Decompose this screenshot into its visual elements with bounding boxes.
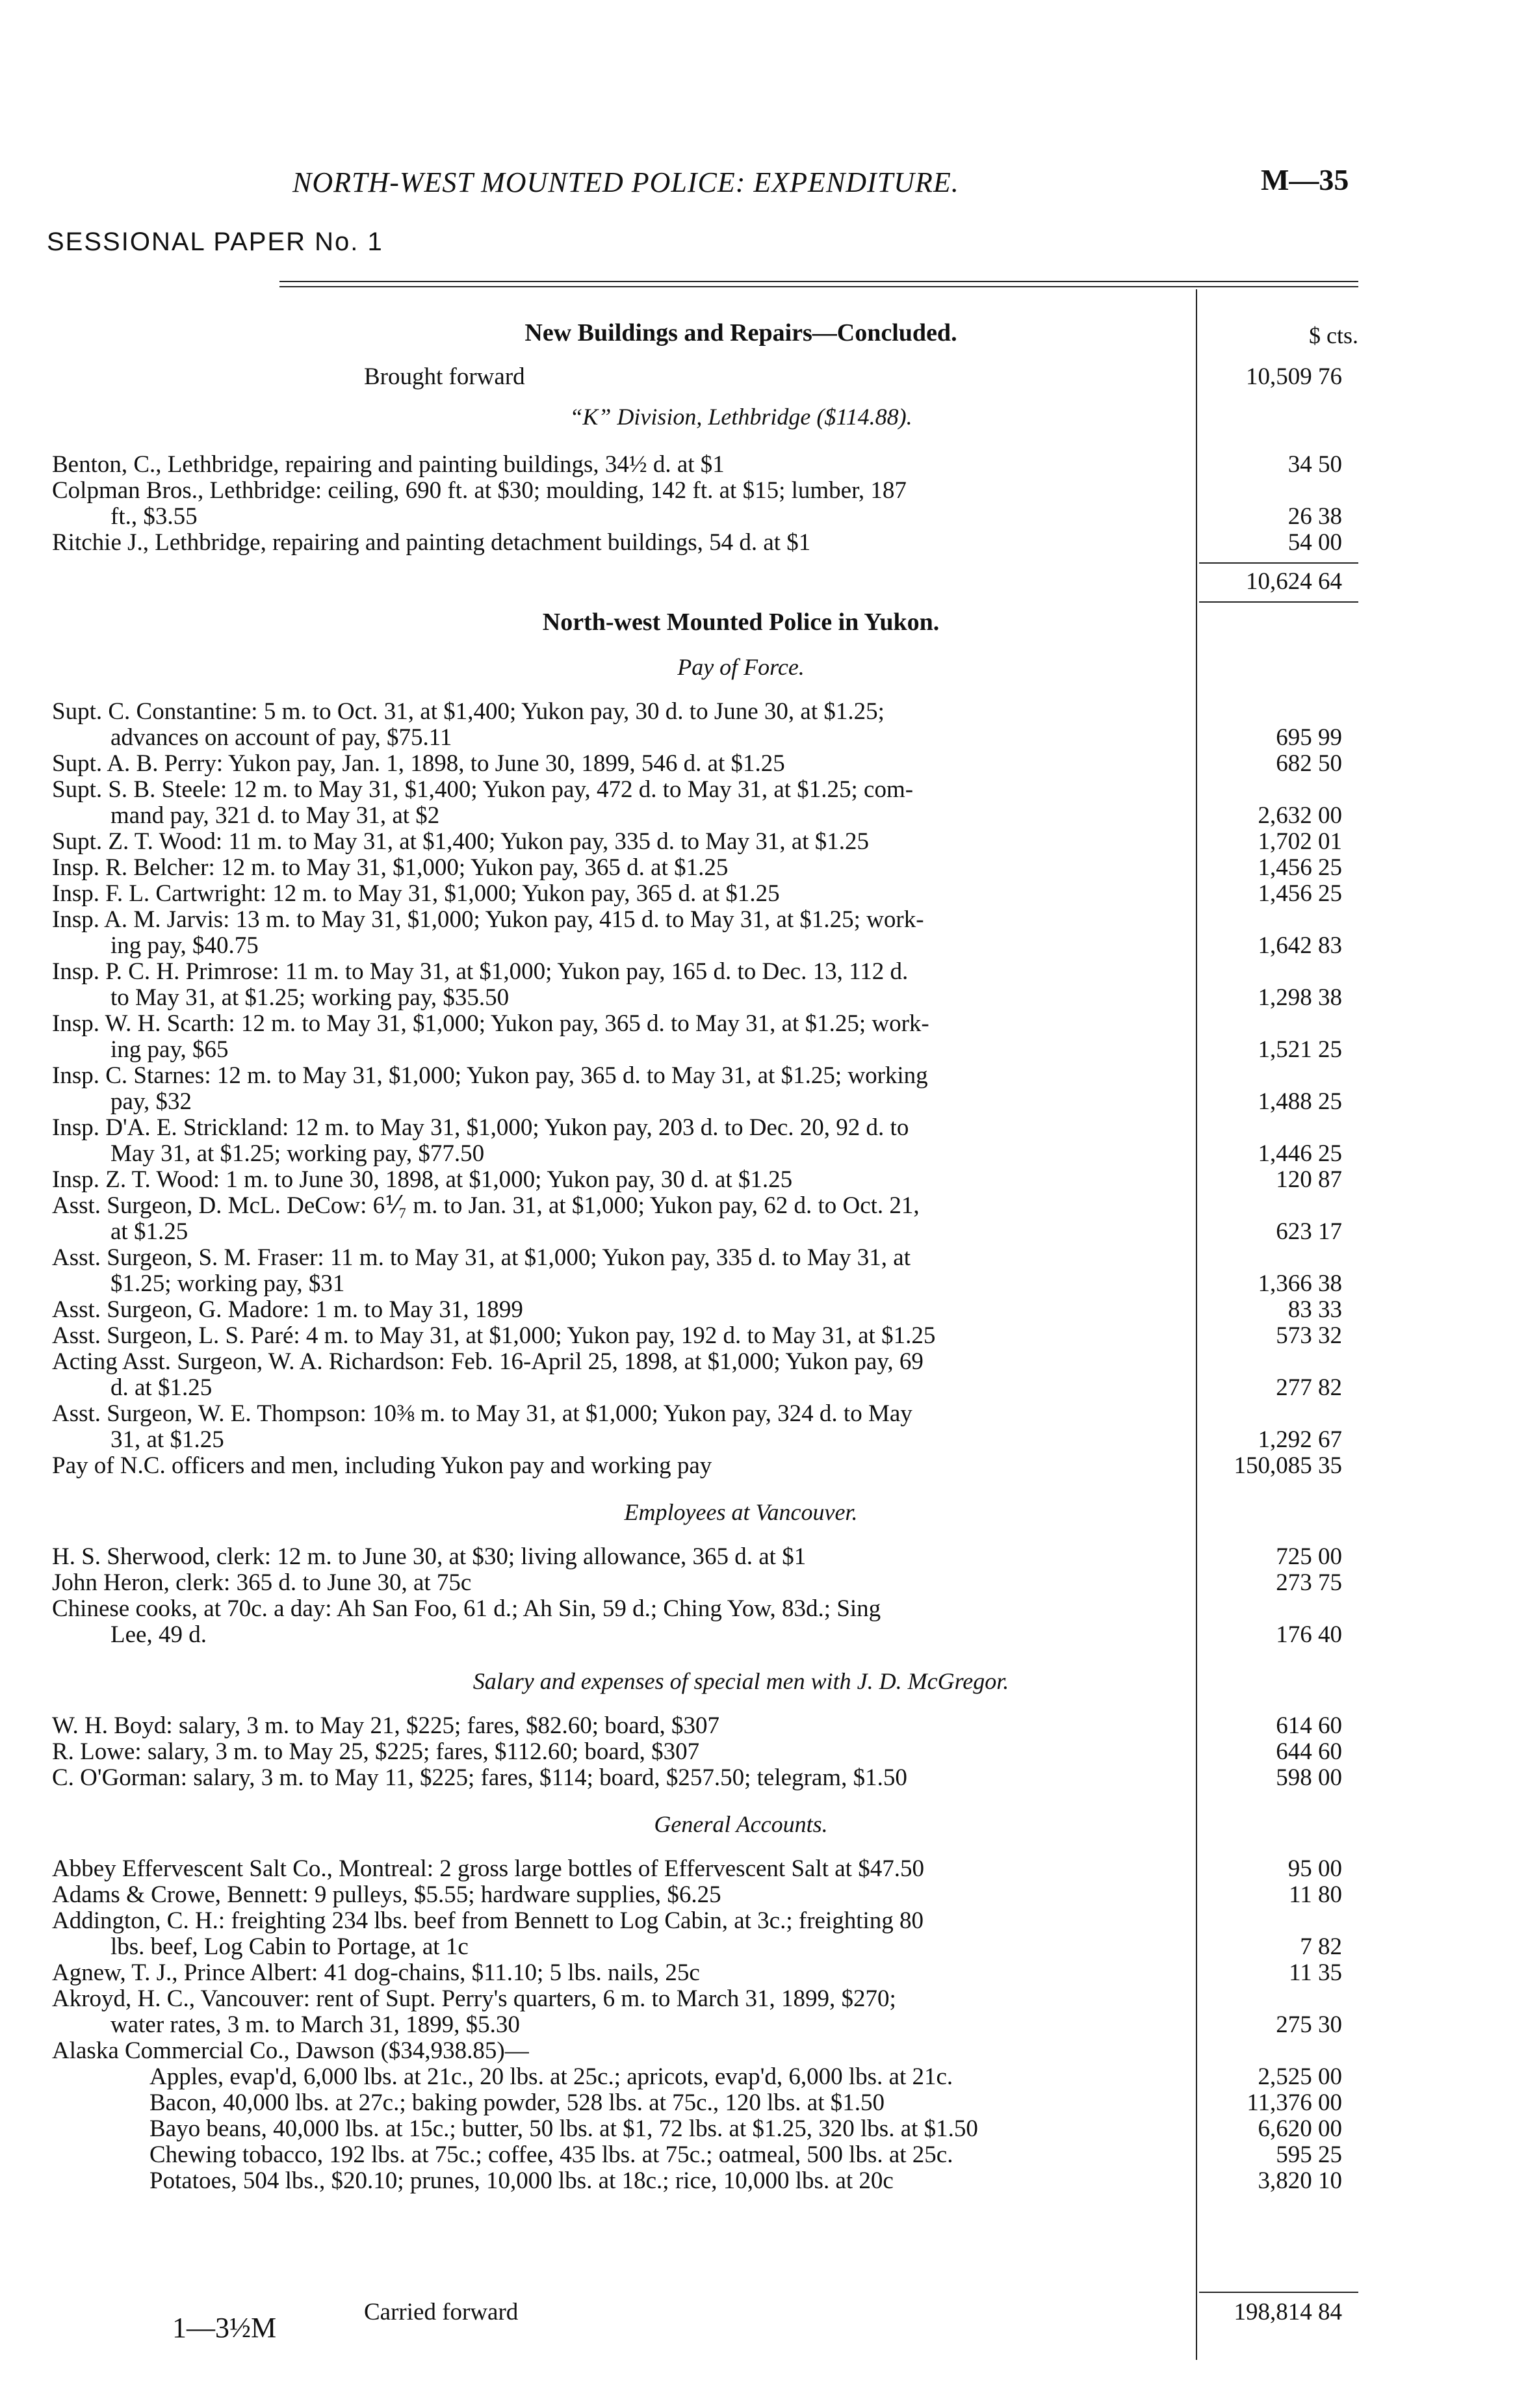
entry-amount: 1,456 25 xyxy=(1258,854,1342,881)
general-row xyxy=(52,1986,1193,2038)
sessional-paper-label: SESSIONAL PAPER No. 1 xyxy=(47,228,383,256)
general-accounts-title: General Accounts. xyxy=(654,1811,828,1837)
k-division-row xyxy=(52,478,1193,530)
pay-row xyxy=(52,881,1193,907)
entry-text: Potatoes, 504 lbs., $20.10; prunes, 10,000 lbs. at 18c.; rice, 10,000 lbs. at 20c xyxy=(149,2167,894,2194)
pay-row xyxy=(52,907,1193,959)
entry-text: Insp. D'A. E. Strickland: 12 m. to May 31, $1,000; Yukon pay, 203 d. to Dec. 20, 92 d. to xyxy=(52,1114,909,1141)
entry-continuation: to May 31, at $1.25; working pay, $35.50 xyxy=(110,984,510,1011)
entry-amount: 54 00 xyxy=(1287,529,1342,556)
k-division-subtotal: 10,624 64 xyxy=(1246,568,1342,595)
brought-forward-amount: 10,509 76 xyxy=(1246,363,1342,390)
entry-amount: 1,446 25 xyxy=(1258,1140,1342,1167)
entry-amount: 11 35 xyxy=(1289,1959,1342,1986)
entry-text: Acting Asst. Surgeon, W. A. Richardson: Feb. 16-April 25, 1898, at $1,000; Yukon pay, 69 xyxy=(52,1348,924,1375)
entry-text: Insp. R. Belcher: 12 m. to May 31, $1,000; Yukon pay, 365 d. at $1.25 xyxy=(52,854,729,881)
entry-text: Asst. Surgeon, L. S. Paré: 4 m. to May 31, at $1,000; Yukon pay, 192 d. to May 31, at $1.25 xyxy=(52,1322,936,1349)
pay-row xyxy=(52,1063,1193,1115)
entry-text: Alaska Commercial Co., Dawson ($34,938.85)— xyxy=(52,2037,529,2064)
entry-text: Asst. Surgeon, S. M. Fraser: 11 m. to May 31, at $1,000; Yukon pay, 335 d. to May 31, at xyxy=(52,1244,911,1271)
entry-amount: 644 60 xyxy=(1276,1738,1342,1765)
entry-continuation: $1.25; working pay, $31 xyxy=(110,1270,345,1297)
entry-amount: 2,632 00 xyxy=(1258,802,1342,829)
pay-row xyxy=(52,751,1193,777)
entry-text: Insp. W. H. Scarth: 12 m. to May 31, $1,000; Yukon pay, 365 d. to May 31, at $1.25; work- xyxy=(52,1010,929,1037)
entry-amount: 1,298 38 xyxy=(1258,984,1342,1011)
yukon-title: North-west Mounted Police in Yukon. xyxy=(542,609,940,636)
entry-amount: 26 38 xyxy=(1287,503,1342,530)
pay-row xyxy=(52,1167,1193,1193)
entry-amount: 1,292 67 xyxy=(1258,1426,1342,1453)
entry-amount: 595 25 xyxy=(1276,2141,1342,2168)
entry-text: Insp. P. C. H. Primrose: 11 m. to May 31, at $1,000; Yukon pay, 165 d. to Dec. 13, 112 d. xyxy=(52,958,909,985)
entry-amount: 11 80 xyxy=(1289,1881,1342,1908)
entry-continuation: ing pay, $40.75 xyxy=(110,932,259,959)
entry-continuation: advances on account of pay, $75.11 xyxy=(110,724,452,751)
entry-amount: 150,085 35 xyxy=(1234,1452,1342,1479)
entry-text: Asst. Surgeon, G. Madore: 1 m. to May 31, 1899 xyxy=(52,1296,523,1323)
entry-amount: 1,488 25 xyxy=(1258,1088,1342,1115)
general-row xyxy=(52,1882,1193,1908)
entry-amount: 95 00 xyxy=(1287,1855,1342,1882)
entry-text: John Heron, clerk: 365 d. to June 30, at 75c xyxy=(52,1569,472,1596)
entry-amount: 1,456 25 xyxy=(1258,880,1342,907)
entry-continuation: Lee, 49 d. xyxy=(110,1621,207,1648)
entry-amount: 573 32 xyxy=(1276,1322,1342,1349)
entry-amount: 598 00 xyxy=(1276,1764,1342,1791)
entry-amount: 695 99 xyxy=(1276,724,1342,751)
entry-text: Ritchie J., Lethbridge, repairing and painting detachment buildings, 54 d. at $1 xyxy=(52,529,811,556)
mcgregor-row xyxy=(52,1739,1193,1765)
k-division-row xyxy=(52,452,1193,478)
entry-text: C. O'Gorman: salary, 3 m. to May 11, $225; fares, $114; board, $257.50; telegram, $1.50 xyxy=(52,1764,907,1791)
entry-text: Asst. Surgeon, D. McL. DeCow: 6⅟₇ m. to Jan. 31, at $1,000; Yukon pay, 62 d. to Oct. 21, xyxy=(52,1192,920,1219)
entry-amount: 725 00 xyxy=(1276,1543,1342,1570)
general-row xyxy=(52,2090,1290,2116)
entry-amount: 34 50 xyxy=(1287,451,1342,478)
general-row xyxy=(52,2168,1290,2194)
vancouver-row xyxy=(52,1570,1193,1596)
entry-amount: 83 33 xyxy=(1287,1296,1342,1323)
carried-forward-amount: 198,814 84 xyxy=(1234,2299,1342,2325)
entry-amount: 2,525 00 xyxy=(1258,2063,1342,2090)
entry-amount: 277 82 xyxy=(1276,1374,1342,1401)
entry-continuation: water rates, 3 m. to March 31, 1899, $5.30 xyxy=(110,2011,520,2038)
entry-amount: 11,376 00 xyxy=(1247,2089,1342,2116)
entry-amount: 1,642 83 xyxy=(1258,932,1342,959)
entry-text: Supt. S. B. Steele: 12 m. to May 31, $1,400; Yukon pay, 472 d. to May 31, at $1.25; com- xyxy=(52,776,914,803)
entry-continuation: ft., $3.55 xyxy=(110,503,198,530)
pay-row xyxy=(52,1115,1193,1167)
entry-amount: 682 50 xyxy=(1276,750,1342,777)
currency-header: $ cts. xyxy=(1309,322,1358,348)
mcgregor-row xyxy=(52,1713,1193,1739)
vancouver-row xyxy=(52,1544,1193,1570)
entry-text: Insp. C. Starnes: 12 m. to May 31, $1,000; Yukon pay, 365 d. to May 31, at $1.25; working xyxy=(52,1062,928,1089)
entry-text: Abbey Effervescent Salt Co., Montreal: 2 gross large bottles of Effervescent Salt at $47.50 xyxy=(52,1855,924,1882)
entry-text: Insp. Z. T. Wood: 1 m. to June 30, 1898, at $1,000; Yukon pay, 30 d. at $1.25 xyxy=(52,1166,793,1193)
entry-text: Asst. Surgeon, W. E. Thompson: 10⅜ m. to May 31, at $1,000; Yukon pay, 324 d. to May xyxy=(52,1400,912,1427)
top-rule-double xyxy=(279,286,1358,287)
entry-continuation: at $1.25 xyxy=(110,1218,188,1245)
entry-amount: 120 87 xyxy=(1276,1166,1342,1193)
entry-text: Benton, C., Lethbridge, repairing and painting buildings, 34½ d. at $1 xyxy=(52,451,725,478)
subtotal-rule xyxy=(1199,562,1358,564)
pay-row xyxy=(52,1453,1193,1479)
entry-amount: 1,366 38 xyxy=(1258,1270,1342,1297)
general-row xyxy=(52,2116,1290,2142)
entry-amount: 614 60 xyxy=(1276,1712,1342,1739)
entry-text: Chinese cooks, at 70c. a day: Ah San Foo, 61 d.; Ah Sin, 59 d.; Ching Yow, 83d.; Sing xyxy=(52,1595,881,1622)
top-rule xyxy=(279,281,1358,282)
pay-row xyxy=(52,1011,1193,1063)
entry-text: Adams & Crowe, Bennett: 9 pulleys, $5.55; hardware supplies, $6.25 xyxy=(52,1881,721,1908)
pay-row xyxy=(52,855,1193,881)
vancouver-row xyxy=(52,1596,1193,1648)
entry-text: Insp. F. L. Cartwright: 12 m. to May 31, $1,000; Yukon pay, 365 d. at $1.25 xyxy=(52,880,780,907)
entry-text: H. S. Sherwood, clerk: 12 m. to June 30, at $30; living allowance, 365 d. at $1 xyxy=(52,1543,807,1570)
entry-continuation: mand pay, 321 d. to May 31, at $2 xyxy=(110,802,440,829)
pay-row xyxy=(52,829,1193,855)
entry-amount: 176 40 xyxy=(1276,1621,1342,1648)
entry-continuation: 31, at $1.25 xyxy=(110,1426,224,1453)
k-division-row xyxy=(52,530,1193,556)
entry-amount: 1,521 25 xyxy=(1258,1036,1342,1063)
entry-continuation: pay, $32 xyxy=(110,1088,192,1115)
pay-row xyxy=(52,1323,1193,1349)
signature-mark: 1—3½M xyxy=(172,2312,277,2344)
pay-row xyxy=(52,699,1193,751)
entry-text: Bayo beans, 40,000 lbs. at 15c.; butter, 50 lbs. at $1, 72 lbs. at $1.25, 320 lbs. at $1.50 xyxy=(149,2115,978,2142)
entry-text: Akroyd, H. C., Vancouver: rent of Supt. Perry's quarters, 6 m. to March 31, 1899, $270; xyxy=(52,1985,896,2012)
running-title: NORTH-WEST MOUNTED POLICE: EXPENDITURE. xyxy=(292,166,959,198)
general-row xyxy=(52,1960,1193,1986)
entry-amount: 623 17 xyxy=(1276,1218,1342,1245)
pay-row xyxy=(52,959,1193,1011)
entry-text: Chewing tobacco, 192 lbs. at 75c.; coffee, 435 lbs. at 75c.; oatmeal, 500 lbs. at 25c. xyxy=(149,2141,953,2168)
carried-rule xyxy=(1199,2292,1358,2293)
brought-forward-label: Brought forward xyxy=(364,363,525,390)
pay-row xyxy=(52,1349,1193,1401)
entry-text: Supt. A. B. Perry: Yukon pay, Jan. 1, 1898, to June 30, 1899, 546 d. at $1.25 xyxy=(52,750,785,777)
amount-column-rule xyxy=(1196,289,1197,2360)
entry-text: Supt. C. Constantine: 5 m. to Oct. 31, at $1,400; Yukon pay, 30 d. to June 30, at $1.25; xyxy=(52,698,885,725)
pay-row xyxy=(52,777,1193,829)
entry-amount: 1,702 01 xyxy=(1258,828,1342,855)
pay-row xyxy=(52,1193,1193,1245)
entry-continuation: d. at $1.25 xyxy=(110,1374,213,1401)
entry-continuation: May 31, at $1.25; working pay, $77.50 xyxy=(110,1140,485,1167)
general-row xyxy=(52,2038,1193,2064)
subtotal-rule-lower xyxy=(1199,601,1358,603)
pay-row xyxy=(52,1297,1193,1323)
entry-text: Addington, C. H.: freighting 234 lbs. beef from Bennett to Log Cabin, at 3c.; freighting 80 xyxy=(52,1907,924,1934)
pay-row xyxy=(52,1245,1193,1297)
section-title: New Buildings and Repairs—Concluded. xyxy=(524,319,957,347)
general-row xyxy=(52,1908,1193,1960)
entry-text: Apples, evap'd, 6,000 lbs. at 21c., 20 lbs. at 25c.; apricots, evap'd, 6,000 lbs. at 21c. xyxy=(149,2063,953,2090)
general-row xyxy=(52,2142,1290,2168)
entry-text: Agnew, T. J., Prince Albert: 41 dog-chains, $11.10; 5 lbs. nails, 25c xyxy=(52,1959,700,1986)
entry-amount: 275 30 xyxy=(1276,2011,1342,2038)
pay-of-force-title: Pay of Force. xyxy=(677,654,805,680)
page-number: M—35 xyxy=(1261,163,1349,196)
mcgregor-row xyxy=(52,1765,1193,1791)
entry-text: Bacon, 40,000 lbs. at 27c.; baking powder, 528 lbs. at 75c., 120 lbs. at $1.50 xyxy=(149,2089,885,2116)
entry-continuation: ing pay, $65 xyxy=(110,1036,229,1063)
entry-text: Colpman Bros., Lethbridge: ceiling, 690 ft. at $30; moulding, 142 ft. at $15; lumber, 187 xyxy=(52,477,907,504)
entry-amount: 273 75 xyxy=(1276,1569,1342,1596)
entry-text: Supt. Z. T. Wood: 11 m. to May 31, at $1,400; Yukon pay, 335 d. to May 31, at $1.25 xyxy=(52,828,870,855)
entry-text: R. Lowe: salary, 3 m. to May 25, $225; fares, $112.60; board, $307 xyxy=(52,1738,700,1765)
pay-row xyxy=(52,1401,1193,1453)
entry-amount: 6,620 00 xyxy=(1258,2115,1342,2142)
entry-amount: 3,820 10 xyxy=(1258,2167,1342,2194)
k-division-title: “K” Division, Lethbridge ($114.88). xyxy=(569,404,912,430)
entry-amount: 7 82 xyxy=(1300,1933,1342,1960)
vancouver-title: Employees at Vancouver. xyxy=(624,1499,858,1525)
entry-continuation: lbs. beef, Log Cabin to Portage, at 1c xyxy=(110,1933,469,1960)
entry-text: Pay of N.C. officers and men, including Yukon pay and working pay xyxy=(52,1452,712,1479)
entry-text: W. H. Boyd: salary, 3 m. to May 21, $225; fares, $82.60; board, $307 xyxy=(52,1712,719,1739)
carried-forward-label: Carried forward xyxy=(364,2299,519,2325)
general-row xyxy=(52,2064,1290,2090)
entry-text: Insp. A. M. Jarvis: 13 m. to May 31, $1,000; Yukon pay, 415 d. to May 31, at $1.25; work- xyxy=(52,906,924,933)
mcgregor-title: Salary and expenses of special men with J. D. McGregor. xyxy=(472,1668,1009,1694)
general-row xyxy=(52,1856,1193,1882)
